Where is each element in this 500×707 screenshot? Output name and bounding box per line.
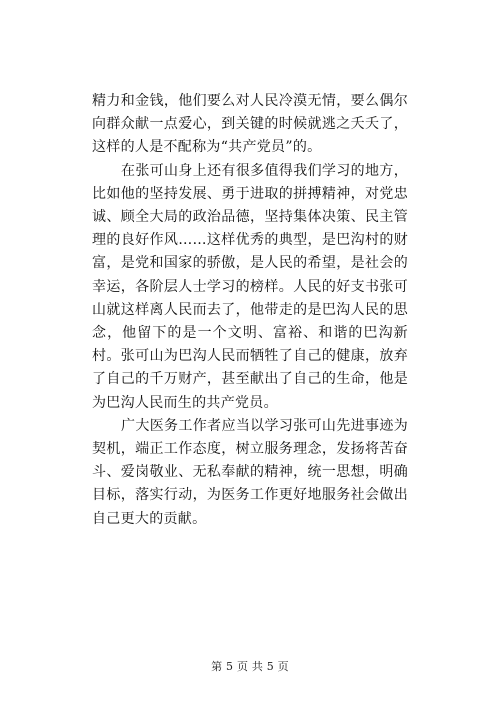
- paragraph-continuation: 精力和金钱，他们要么对人民冷漠无情，要么偶尔向群众献一点爱心，到关键的时候就逃之夭夭了，这样的人是不配称为“共产党员”的。: [92, 93, 408, 156]
- paragraph-medical-workers-call: 广大医务工作者应当以学习张可山先进事迹为契机，端正工作态度，树立服务理念，发扬将苦奋斗、爱岗敬业、无私奉献的精神，统一思想，明确目标，落实行动，为医务工作更好地服务社会做出自己更大的贡献。: [92, 417, 408, 527]
- paragraph-zhang-keshan-qualities: 在张可山身上还有很多值得我们学习的地方，比如他的坚持发展、勇于进取的拼搏精神，对党忠诚、顾全大局的政治品德，坚持集体决策、民主管理的良好作风……这样优秀的典型，是巴沟村的财富，是党和国家的骄傲，是人民的希望，是社会的幸运，各阶层人士学习的榜样。人民的好支书张可山就这样离人民而去了，他带走的是巴沟人民的思念，他留下的是一个文明、富裕、和谐的巴沟新村。张可山为巴沟人民而牺牲了自己的健康，放弃了自己的千万财产，甚至献出了自己的生命，他是为巴沟人民而生的共产党员。: [92, 162, 408, 411]
- page-number-footer: 第 5 页 共 5 页: [211, 660, 289, 673]
- document-body: [92, 90, 408, 531]
